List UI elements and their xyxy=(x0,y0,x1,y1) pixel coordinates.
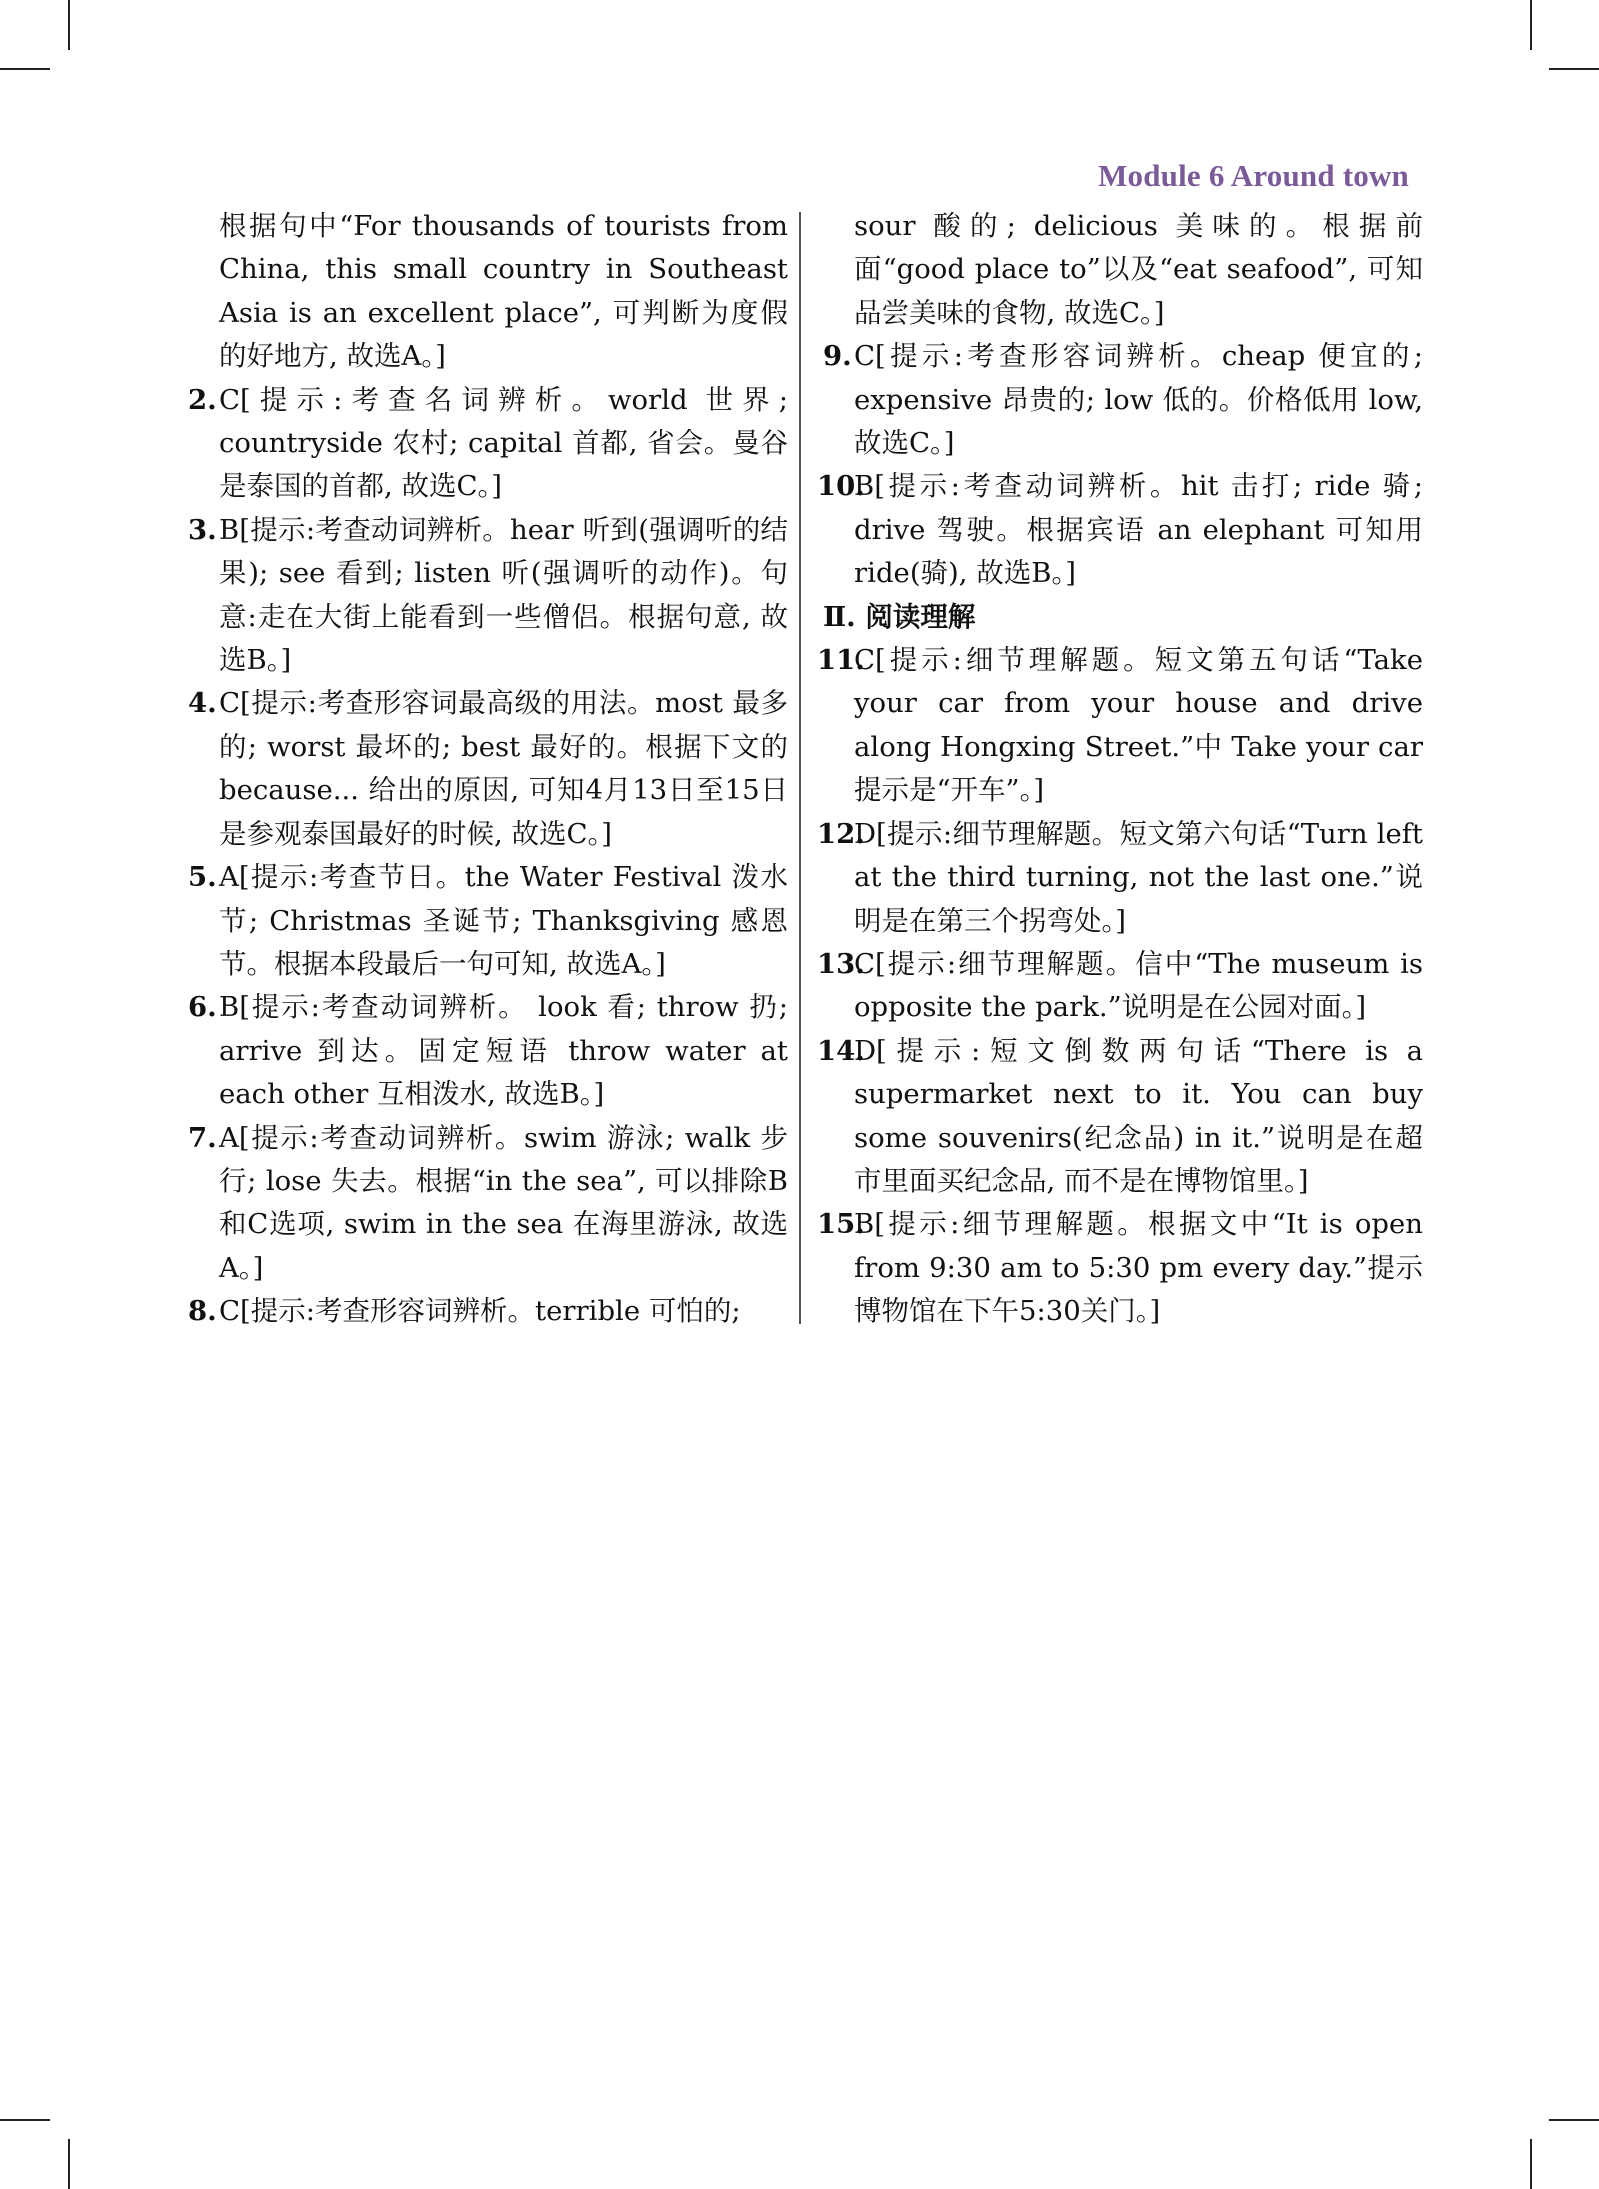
answer-text: B[提示:考查动词辨析。hear 听到(强调听的结果); see 看到; listen 听(强调听的动作)。句意:走在大街上能看到一些僧侣。根据句意, 故选B。] xyxy=(219,513,788,677)
answer-item-12 xyxy=(817,813,1423,943)
crop-mark xyxy=(1530,0,1532,50)
answer-item-5 xyxy=(188,856,788,986)
answer-text: D[提示:短文倒数两句话“There is a supermarket next to it. You can buy some souvenirs(纪念品) in it.”说明是在超市里面买纪念品, 而不是在博物馆里。] xyxy=(854,1034,1423,1197)
answer-item-6 xyxy=(188,986,788,1116)
answer-item-3 xyxy=(188,509,788,683)
answer-number: 3. xyxy=(188,513,217,546)
answer-text: A[提示:考查动词辨析。swim 游泳; walk 步行; lose 失去。根据“in the sea”, 可以排除B和C选项, swim in the sea 在海里游泳, 故选A。] xyxy=(219,1121,788,1284)
answer-item-10 xyxy=(817,465,1423,595)
answer-item-4 xyxy=(188,682,788,856)
answer-item-9 xyxy=(823,335,1423,465)
answer-text: C[提示:考查形容词辨析。cheap 便宜的; expensive 昂贵的; low 低的。价格低用 low, 故选C。] xyxy=(854,340,1423,460)
answer-continuation: 根据句中“For thousands of tourists from China, this small country in Southeast Asia is an excellent place”, 可判断为度假的好地方, 故选A。] xyxy=(219,210,788,373)
answer-number: 10. xyxy=(817,470,865,503)
answer-text: C[提示:考查形容词辨析。terrible 可怕的; xyxy=(219,1295,741,1328)
page-header: Module 6 Around town xyxy=(1098,158,1409,193)
answer-item-8 xyxy=(188,1290,788,1333)
answer-number: 5. xyxy=(188,861,217,894)
answer-text: B[提示:细节理解题。根据文中“It is open from 9:30 am to 5:30 pm every day.”提示博物馆在下午5:30关门。] xyxy=(854,1208,1423,1328)
crop-mark xyxy=(1549,68,1599,70)
answer-text: C[提示:考查形容词最高级的用法。most 最多的; worst 最坏的; best 最好的。根据下文的 because... 给出的原因, 可知4月13日至15日是参观泰国最好的时候, 故选C。] xyxy=(219,687,788,850)
answer-item-14 xyxy=(817,1030,1423,1204)
answer-item-13 xyxy=(817,943,1423,1030)
crop-mark xyxy=(1549,2119,1599,2121)
answer-text: C[提示:考查名词辨析。world 世界; countryside 农村; capital 首都, 省会。曼谷是泰国的首都, 故选C。] xyxy=(219,383,788,503)
answer-number: 8. xyxy=(188,1295,217,1328)
answer-text: C[提示:细节理解题。短文第五句话“Take your car from your house and drive along Hongxing Street.”中 Take your car 提示是“开车”。] xyxy=(854,644,1423,807)
answer-number: 13. xyxy=(817,947,865,980)
answer-item-11 xyxy=(817,639,1423,813)
left-column xyxy=(188,205,788,1334)
answer-number: 15. xyxy=(817,1208,865,1241)
answer-text: B[提示:考查动词辨析。hit 击打; ride 骑; drive 驾驶。根据宾语 an elephant 可知用 ride(骑), 故选B。] xyxy=(854,470,1423,590)
crop-mark xyxy=(0,68,50,70)
crop-mark xyxy=(68,2139,70,2189)
answer-number: 11. xyxy=(817,644,865,677)
answer-number: 2. xyxy=(188,383,217,416)
answer-number: 4. xyxy=(188,687,217,720)
answer-item-15 xyxy=(817,1203,1423,1333)
crop-mark xyxy=(68,0,70,50)
answer-continuation: sour 酸的; delicious 美味的。根据前面“good place to”以及“eat seafood”, 可知品尝美味的食物, 故选C。] xyxy=(854,210,1423,329)
column-divider xyxy=(799,212,801,1324)
answer-number: 7. xyxy=(188,1121,217,1154)
answer-number: 9. xyxy=(823,340,852,373)
answer-number: 6. xyxy=(188,991,217,1024)
answer-text: C[提示:细节理解题。信中“The museum is opposite the park.”说明是在公园对面。] xyxy=(854,947,1423,1024)
answer-item-7 xyxy=(188,1117,788,1291)
answer-item-2 xyxy=(188,379,788,509)
answer-text: A[提示:考查节日。the Water Festival 泼水节; Christmas 圣诞节; Thanksgiving 感恩节。根据本段最后一句可知, 故选A。] xyxy=(219,861,788,980)
answer-text: B[提示:考查动词辨析。 look 看; throw 扔; arrive 到达。固定短语 throw water at each other 互相泼水, 故选B。] xyxy=(219,991,788,1111)
answer-number: 12. xyxy=(817,817,865,850)
answer-number: 14. xyxy=(817,1034,865,1067)
right-column xyxy=(817,205,1423,1334)
section-title: Ⅱ. 阅读理解 xyxy=(823,600,976,633)
crop-mark xyxy=(0,2119,50,2121)
answer-text: D[提示:细节理解题。短文第六句话“Turn left at the third turning, not the last one.”说明是在第三个拐弯处。] xyxy=(854,817,1423,937)
crop-mark xyxy=(1530,2139,1532,2189)
